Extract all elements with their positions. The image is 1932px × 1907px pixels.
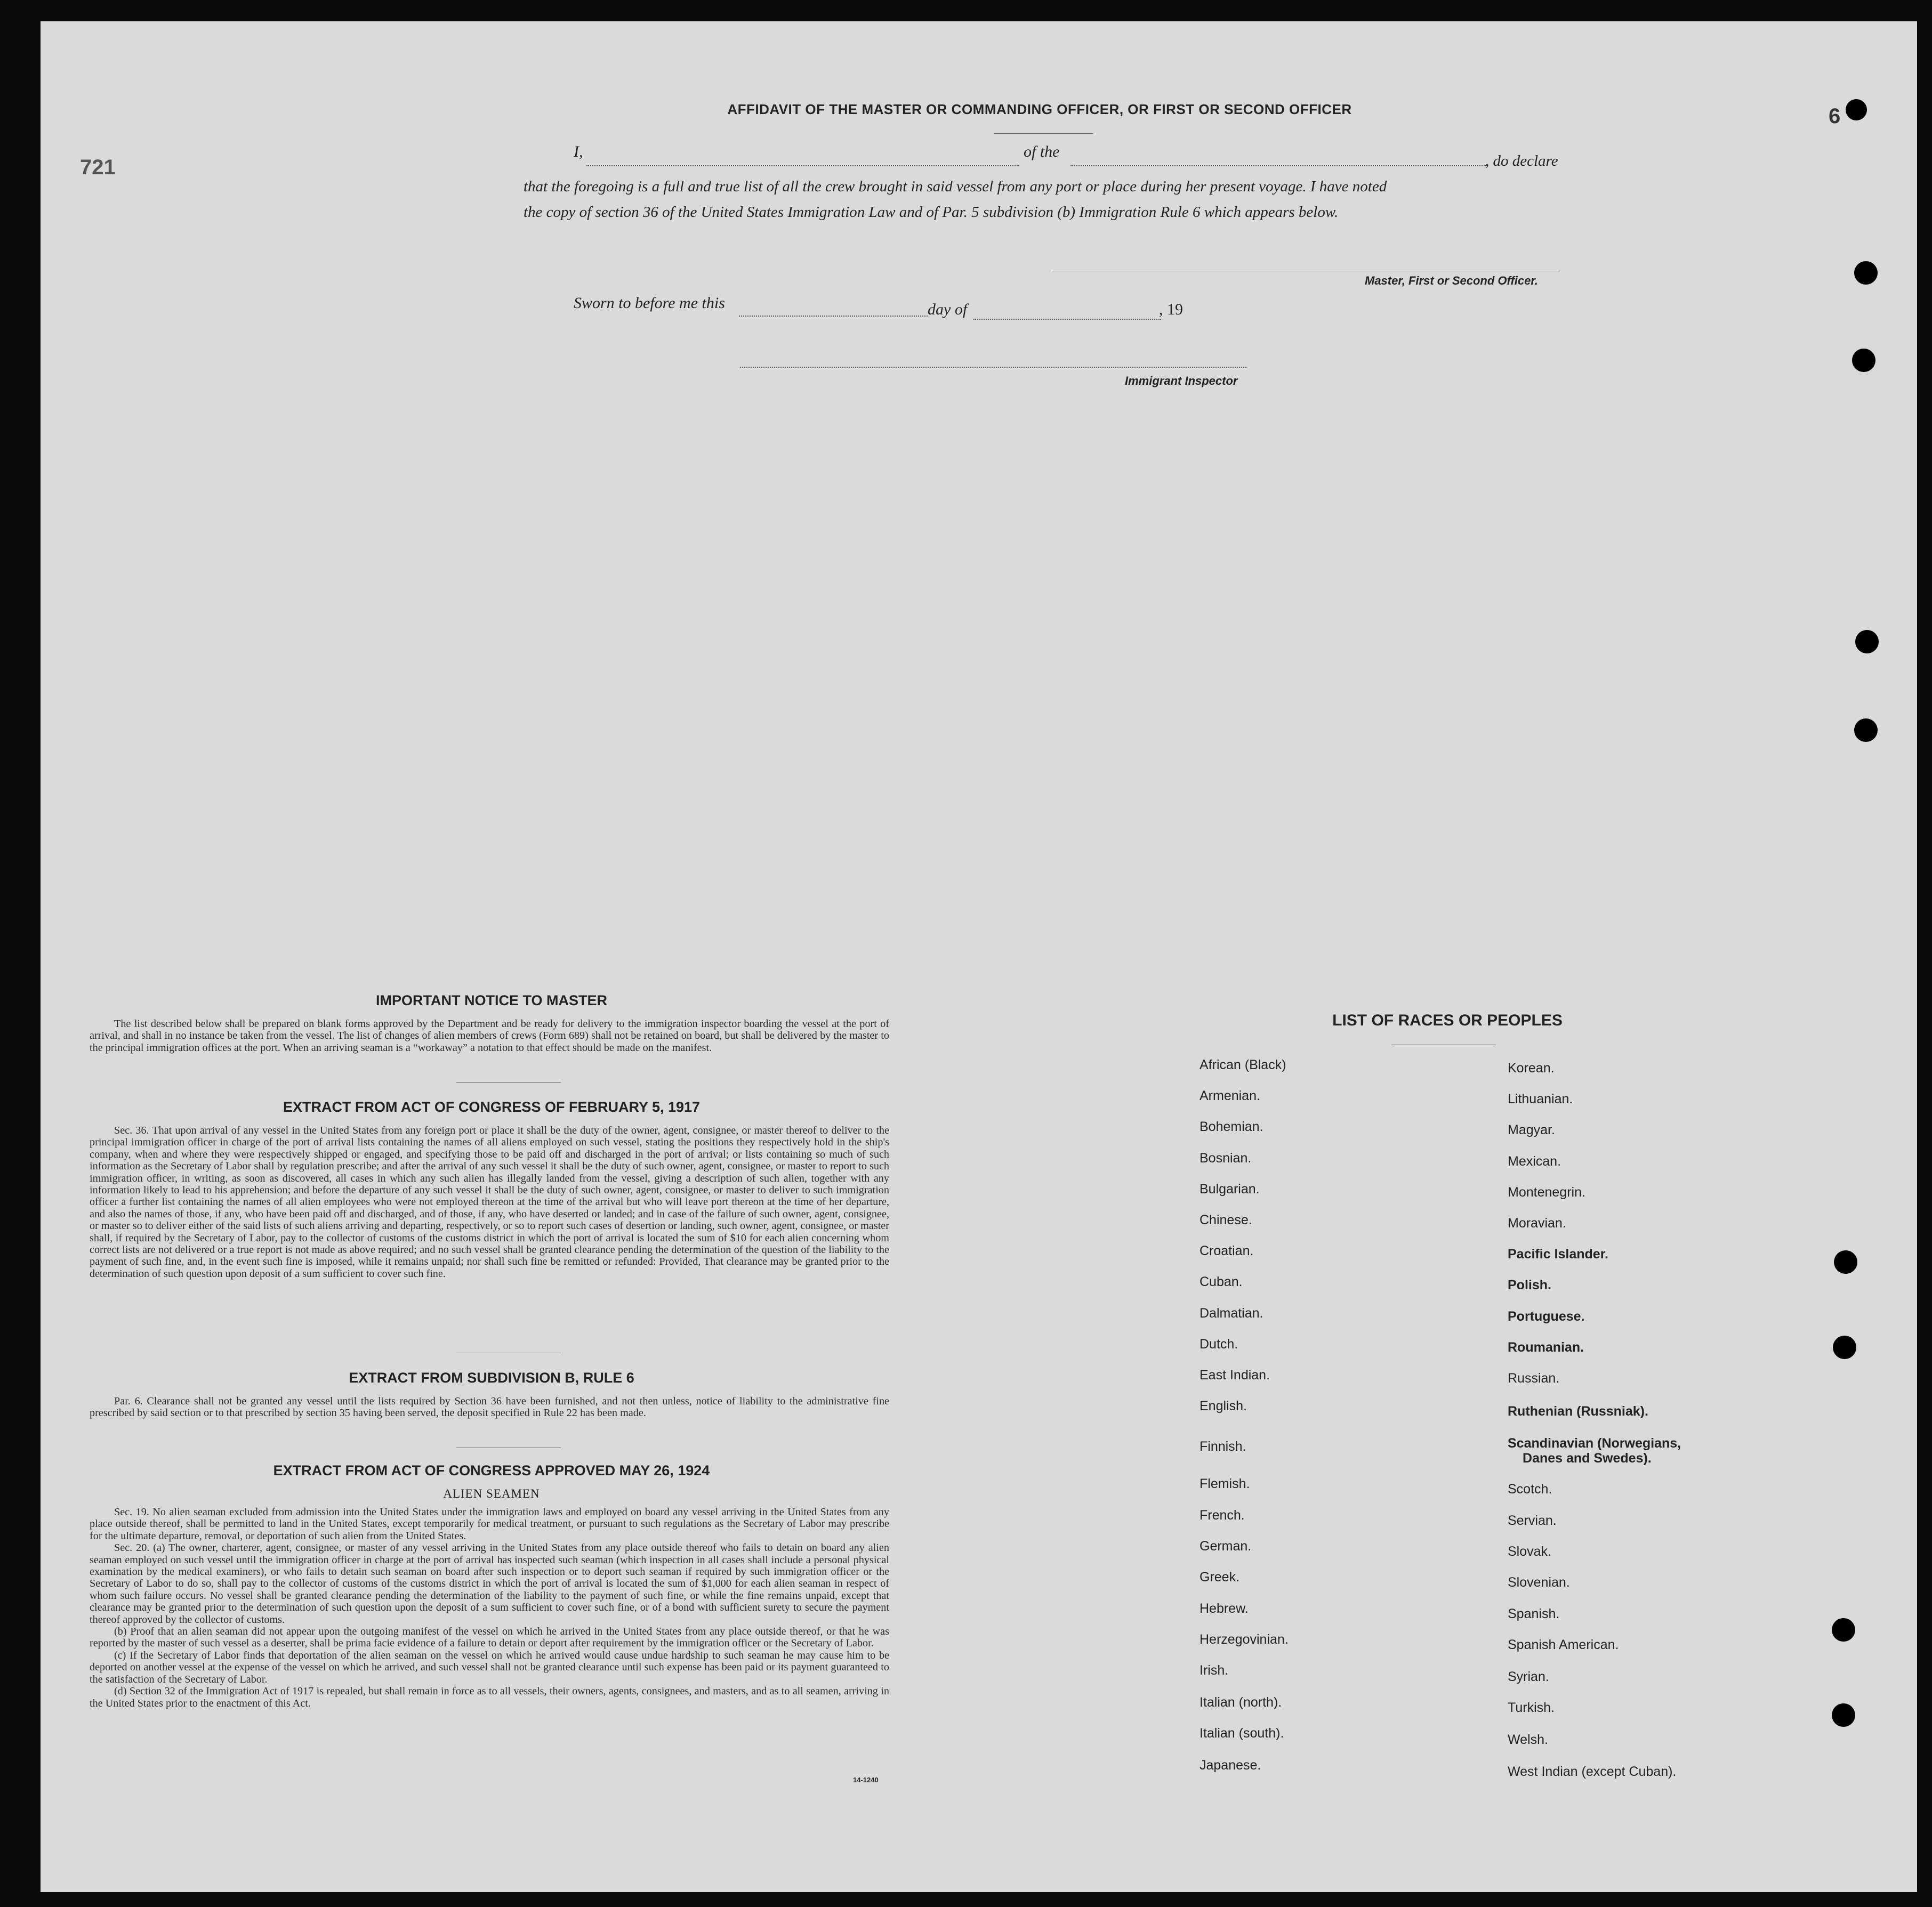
extract-1924-text	[90, 1506, 889, 1709]
race-right: Lithuanian.	[1508, 1092, 1573, 1106]
race-right: Scandinavian (Norwegians,	[1508, 1436, 1681, 1451]
race-right: Pacific Islander.	[1508, 1247, 1608, 1262]
extract-1917-text	[90, 1125, 889, 1280]
extract-rule6-title: EXTRACT FROM SUBDIVISION B, RULE 6	[349, 1370, 634, 1386]
race-left: Italian (north).	[1200, 1695, 1282, 1710]
inspector-label: Immigrant Inspector	[1125, 374, 1238, 387]
margin-mark: 721	[80, 156, 116, 179]
race-left: Flemish.	[1200, 1476, 1250, 1491]
binder-hole-partial	[1846, 99, 1867, 120]
binder-hole	[1833, 1336, 1856, 1359]
extract-rule6-paragraph: Par. 6. Clearance shall not be granted any vessel until the lists required by Section 36 have been furnished, and not then unless, notice of liability to the administrative fine prescribed by said section or to that prescribed by section 35 having been served, the deposit specified in Rule 22 has been made.	[90, 1395, 889, 1419]
sec20a-paragraph: Sec. 20. (a) The owner, charterer, agent, consignee, or master of any vessel arriving in the United States from any place outside thereof who fails to detain on board any alien seaman employed on such vessel until the immigration officer in charge at the port of arrival has inspected such seaman (which inspection in all cases shall include a personal physical examination by the medical examiners), or who fails to detain such seaman on board after such inspection or to deport such seaman if required by such immigration officer or the Secretary of Labor to do so, shall pay to the collector of customs of the customs district in which the port of arrival is located the sum of $1,000 for each alien seaman in respect of whom such failure occurs. No vessel shall be granted clearance pending the determination of the liability to the payment of such fine, or while the fine remains unpaid, except that clearance may be granted prior to the determination of such question upon the deposit of a sum sufficient to cover such fine, or of a bond with sufficient surety to secure the payment thereof approved by the collector of customs.	[90, 1542, 889, 1626]
race-left: Armenian.	[1200, 1088, 1260, 1103]
notice-text	[90, 1018, 889, 1054]
name-blank[interactable]	[586, 165, 1019, 166]
race-left: Greek.	[1200, 1570, 1240, 1585]
race-right: Magyar.	[1508, 1122, 1555, 1137]
race-left: Dalmatian.	[1200, 1306, 1263, 1321]
race-right: Montenegrin.	[1508, 1185, 1585, 1200]
sworn-prefix: Sworn to before me this	[574, 294, 725, 312]
binder-hole	[1834, 1250, 1857, 1274]
race-left: Croatian.	[1200, 1243, 1254, 1258]
binder-hole	[1854, 261, 1878, 285]
race-left: Japanese.	[1200, 1758, 1261, 1773]
extract-1917-paragraph: Sec. 36. That upon arrival of any vessel in the United States from any foreign port or place it shall be the duty of the owner, agent, consignee, or master thereof to deliver to the principal immigration officer in charge of the port of arrival lists containing the names of all aliens employed on such vessel, stating the positions they respectively hold in the ship's company, when and where they were respectively shipped or engaged, and specifying those to be paid off and discharged in the port of arrival; or lists containing so much of such information as the Secretary of Labor shall by regulation prescribe; and after the arrival of any such vessel it shall be the duty of such owner, agent, consignee, or master to report to such immigration officer, in writing, as soon as discovered, all cases in which any such alien has illegally landed from the vessel, giving a description of such alien, together with any information likely to lead to his apprehension; and before the departure of any such vessel it shall be the duty of such owner, agent, consignee, or master to deliver to such immigration officer a further list containing the names of all alien employees who were not employed thereon at the time of the arrival but who will leave port thereon at the time of her departure, and also the names of those, if any, who have been paid off and discharged, and of those, if any, who have deserted or landed; and in case of the failure of such owner, agent, consignee, or master so to deliver either of the said lists of such aliens arriving and departing, respectively, or so to report such cases of desertion or landing, such owner, agent, consignee, or master shall, if required by the Secretary of Labor, pay to the collector of customs of the customs district in which the port of arrival is located the sum of $10 for each alien concerning whom correct lists are not delivered or a true report is not made as above required; and no such vessel shall be granted clearance pending the determination of the question of the liability to the payment of such fine, and, in the event such fine is imposed, while it remains unpaid; nor shall such fine be remitted or refunded: Provided, That clearance may be granted prior to the determination of such question upon deposit of a sum sufficient to cover such fine.	[90, 1125, 889, 1280]
extract-rule6-text	[90, 1395, 889, 1419]
sworn-year: , 19	[1159, 301, 1183, 318]
race-right: Syrian.	[1508, 1669, 1549, 1684]
binder-hole	[1832, 1618, 1855, 1642]
affidavit-line1-i: I,	[574, 143, 583, 160]
binder-hole	[1855, 630, 1879, 653]
race-left: English.	[1200, 1399, 1247, 1413]
races-title: LIST OF RACES OR PEOPLES	[1332, 1012, 1563, 1029]
affidavit-line3: the copy of section 36 of the United States Immigration Law and of Par. 5 subdivision (b) Immigration Rule 6 which appears below.	[524, 204, 1339, 221]
race-right: Roumanian.	[1508, 1340, 1584, 1355]
affidavit-title: AFFIDAVIT OF THE MASTER OR COMMANDING OFFICER, OR FIRST OR SECOND OFFICER	[727, 101, 1352, 117]
inspector-signature-line[interactable]	[740, 367, 1246, 368]
race-left: Hebrew.	[1200, 1601, 1249, 1616]
notice-title: IMPORTANT NOTICE TO MASTER	[376, 992, 607, 1008]
race-right: Mexican.	[1508, 1154, 1561, 1169]
sec20b-paragraph: (b) Proof that an alien seaman did not appear upon the outgoing manifest of the vessel on which he arrived in the United States from any place outside thereof, or that he was reported by the master of such vessel as a deserter, shall be prima facie evidence of a failure to detain or deport after requirement by the immigration officer or the Secretary of Labor.	[90, 1626, 889, 1650]
race-left: Bosnian.	[1200, 1151, 1252, 1166]
sec20d-paragraph: (d) Section 32 of the Immigration Act of 1917 is repealed, but shall remain in force as to all vessels, their owners, agents, consignees, and masters, and as to all seamen, arriving in the United States prior to the enactment of this Act.	[90, 1685, 889, 1709]
race-right: Ruthenian (Russniak).	[1508, 1404, 1648, 1419]
race-left: Dutch.	[1200, 1337, 1238, 1352]
sworn-month-blank[interactable]	[973, 319, 1161, 320]
race-left: French.	[1200, 1508, 1245, 1523]
race-left: Italian (south).	[1200, 1726, 1284, 1741]
race-right: West Indian (except Cuban).	[1508, 1764, 1677, 1779]
race-left: African (Black)	[1200, 1057, 1286, 1072]
race-left: Finnish.	[1200, 1439, 1246, 1454]
form-number: 14-1240	[853, 1776, 879, 1784]
race-right: Korean.	[1508, 1061, 1555, 1076]
race-right: Moravian.	[1508, 1216, 1566, 1231]
race-left: East Indian.	[1200, 1368, 1270, 1383]
race-right: Servian.	[1508, 1513, 1557, 1528]
affidavit-line1-of-the: of the	[1024, 143, 1060, 160]
extract-1924-title: EXTRACT FROM ACT OF CONGRESS APPROVED MAY 26, 1924	[273, 1462, 710, 1478]
sec20c-paragraph: (c) If the Secretary of Labor finds that deportation of the alien seaman on the vessel on which he arrived would cause undue hardship to such seaman he may cause him to be deported on another vessel at the expense of the vessel on which he arrived, and such vessel shall not be granted clearance until such expense has been paid or its payment guaranteed to the satisfaction of the Secretary of Labor.	[90, 1649, 889, 1685]
title-divider	[994, 133, 1093, 134]
affidavit-line2: that the foregoing is a full and true list of all the crew brought in said vessel from any port or place during her present voyage. I have noted	[524, 178, 1387, 195]
race-right: Scotch.	[1508, 1482, 1552, 1497]
race-left: Herzegovinian.	[1200, 1632, 1289, 1647]
race-left: Bulgarian.	[1200, 1182, 1260, 1197]
race-right: Slovenian.	[1508, 1575, 1570, 1590]
race-left: German.	[1200, 1539, 1252, 1554]
binder-hole	[1832, 1703, 1855, 1727]
race-right: Portuguese.	[1508, 1309, 1585, 1324]
race-left: Bohemian.	[1200, 1119, 1263, 1134]
extract-1917-title: EXTRACT FROM ACT OF CONGRESS OF FEBRUARY 5, 1917	[283, 1099, 701, 1115]
extract-1924-subtitle: ALIEN SEAMEN	[443, 1487, 540, 1500]
binder-hole	[1852, 349, 1875, 372]
race-left: Cuban.	[1200, 1274, 1243, 1289]
race-right: Spanish American.	[1508, 1637, 1619, 1652]
corner-mark: 6	[1829, 104, 1841, 128]
notice-paragraph: The list described below shall be prepared on blank forms approved by the Department and be ready for delivery to the immigration inspector boarding the vessel at the port of arrival, and shall in no instance be taken from the vessel. The list of changes of alien members of crews (Form 689) shall not be retained on board, but shall be delivered by the master to the principal immigration offices at the port. When an arriving seaman is a “workaway” a notation to that effect should be made on the manifest.	[90, 1018, 889, 1054]
sec19-paragraph: Sec. 19. No alien seaman excluded from admission into the United States under the immigration laws and employed on board any vessel arriving in the United States from any place outside thereof, shall be permitted to land in the United States, except temporarily for medical treatment, or pursuant to such regulations as the Secretary of Labor may prescribe for the ultimate departure, removal, or deportation of such alien from the United States.	[90, 1506, 889, 1542]
race-right: Russian.	[1508, 1371, 1560, 1386]
sworn-day-blank[interactable]	[739, 316, 928, 317]
race-right: Danes and Swedes).	[1523, 1451, 1652, 1466]
race-left: Irish.	[1200, 1663, 1229, 1678]
vessel-blank[interactable]	[1070, 165, 1486, 166]
race-right: Slovak.	[1508, 1544, 1551, 1559]
race-left: Chinese.	[1200, 1213, 1252, 1227]
sworn-day-of: day of	[928, 301, 968, 318]
race-right: Polish.	[1508, 1278, 1551, 1292]
affidavit-line1-declare: , do declare	[1485, 152, 1558, 169]
race-right: Welsh.	[1508, 1732, 1548, 1747]
binder-hole	[1854, 718, 1878, 742]
master-signature-label: Master, First or Second Officer.	[1365, 274, 1538, 287]
race-right: Turkish.	[1508, 1700, 1555, 1715]
race-right: Spanish.	[1508, 1606, 1560, 1621]
